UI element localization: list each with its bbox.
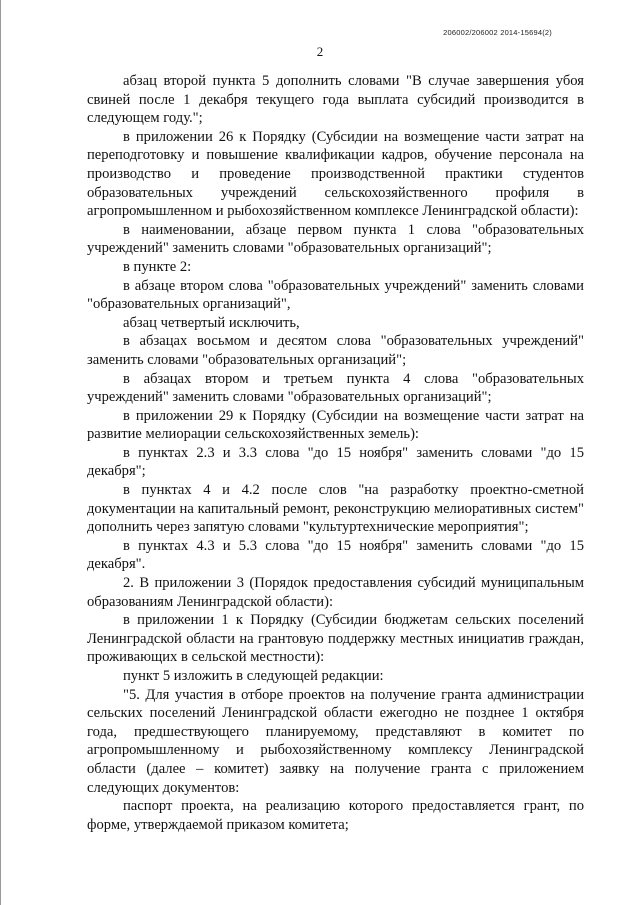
paragraph: в абзацах восьмом и десятом слова "образовательных учреждений" заменить словами "образовательных организаций";: [87, 333, 584, 368]
paragraph: пункт 5 изложить в следующей редакции:: [123, 668, 384, 684]
paragraph: в пунктах 2.3 и 3.3 слова "до 15 ноября" заменить словами "до 15 декабря";: [87, 444, 584, 480]
paragraph: в абзаце втором слова "образовательных учреждений" заменить словами "образовательных организаций",: [87, 277, 584, 313]
paragraph: абзац второй пункта 5 дополнить словами "В случае завершения убоя свиней после 1 декабря текущего года выплата субсидий производится в следующем году.";: [87, 73, 584, 127]
paragraph: в наименовании, абзаце первом пункта 1 слова "образовательных учреждений" заменить словами "образовательных организаций";: [87, 221, 584, 257]
paragraph: в приложении 29 к Порядку (Субсидии на возмещение части затрат на развитие мелиорации сельскохозяйственных земель):: [87, 407, 584, 443]
document-stamp: 206002/206002 2014-15694(2): [443, 28, 552, 37]
paragraph: паспорт проекта, на реализацию которого предоставляется грант, по форме, утверждаемой приказом комитета;: [87, 798, 584, 833]
paragraph: в приложении 26 к Порядку (Субсидии на возмещение части затрат на переподготовку и повышение квалификации кадров, обучение персонала на производство и проведение производственной практики студентов образовательных учреждений сельскохозяйственного профиля в агропромышленном и рыбохозяйственном комплексе Ленинградской области):: [87, 128, 584, 220]
paragraph: в пункте 2:: [123, 258, 192, 275]
page-number: 2: [316, 44, 324, 59]
paragraph: 2. В приложении 3 (Порядок предоставления субсидий муниципальным образованиям Ленинградской области):: [87, 575, 584, 610]
paragraph: в пунктах 4 и 4.2 после слов "на разработку проектно-сметной документации на капитальный ремонт, реконструкцию мелиоративных систем" дополнить через запятую словами "культуртехнические мероприятия";: [87, 482, 584, 536]
scan-edge: [0, 0, 1, 905]
paragraph: в приложении 1 к Порядку (Субсидии бюджетам сельских поселений Ленинградской области на грантовую поддержку местных инициатив граждан, проживающих в сельской местности):: [87, 612, 584, 666]
paragraph: в пунктах 4.3 и 5.3 слова "до 15 ноября" заменить словами "до 15 декабря".: [87, 537, 584, 573]
paragraph: абзац четвертый исключить,: [123, 314, 300, 331]
document-body: [87, 72, 584, 834]
paragraph: "5. Для участия в отборе проектов на получение гранта администрации сельских поселений Ленинградской области ежегодно не позднее 1 октября года, предшествующего планируемому, представляют в комитет по агропромышленному и рыбохозяйственному комплексу Ленинградской области (далее – комитет) заявку на получение гранта с приложением следующих документов:: [87, 686, 584, 796]
paragraph: в абзацах втором и третьем пункта 4 слова "образовательных учреждений" заменить словами "образовательных организаций";: [87, 370, 584, 406]
